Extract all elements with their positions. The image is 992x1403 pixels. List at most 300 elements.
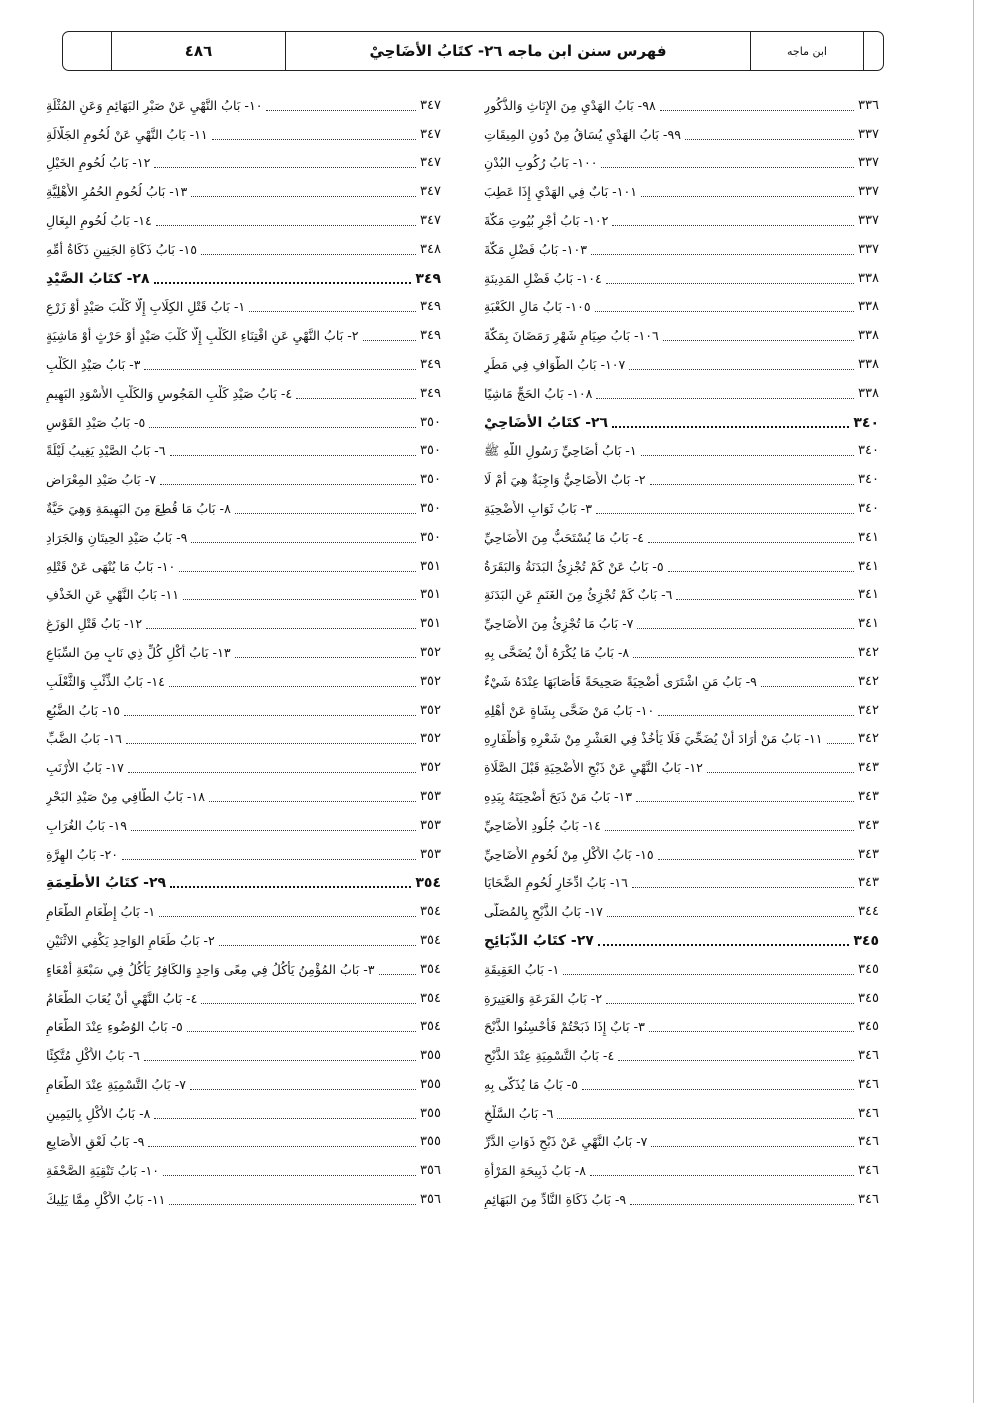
index-column-left [46,86,441,1209]
entry-title: ١- بَابُ إِطْعَامِ الطَّعَامِ [46,904,156,920]
entry-title: ١- بَابُ قَتْلِ الكِلَابِ إِلَّا كَلْبَ صَيْدٍ أَوْ زَرْعٍ [46,299,246,315]
index-entry [484,892,879,921]
dot-leader [154,282,412,284]
entry-page-number: ٣٥٥ [420,1105,441,1121]
index-entry [46,172,441,201]
entry-page-number: ٣٤٢ [858,644,879,660]
dot-leader [144,369,416,370]
dot-leader [154,167,416,168]
entry-page-number: ٣٤٩ [420,299,441,315]
entry-page-number: ٣٤٦ [858,1192,879,1208]
dot-leader [607,916,854,917]
dot-leader [591,254,854,255]
entry-title: ٣- بَابُ المُؤْمِنُ يَأْكُلُ فِي مِعًى وَاحِدٍ وَالكَافِرُ يَأْكُلُ فِي سَبْعَةِ أَمْعَاءٍ [46,961,375,977]
index-entry [46,403,441,432]
entry-title: ٧- بَابُ التَّسْمِيَةِ عِنْدَ الطَّعَامِ [46,1076,187,1092]
entry-page-number: ٣٤٣ [858,760,879,776]
index-entry [484,1123,879,1152]
header-book-cell [750,32,863,70]
index-entry [46,691,441,720]
entry-page-number: ٣٤٥ [858,990,879,1006]
dot-leader [668,571,854,572]
header-empty-cell-right [863,32,882,70]
index-entry [46,1151,441,1180]
entry-title: ١٠١- بَابٌ فِي الهَدْيِ إِذَا عَطِبَ [484,184,637,200]
scan-edge-line [973,0,974,1403]
entry-title: ١٤- بَابُ جُلُودِ الأَضَاحِيِّ [484,817,601,833]
entry-title: ١٠٦- بَابُ صِيَامِ شَهْرِ رَمَضَانَ بِمَكَّةَ [484,328,659,344]
entry-title: ١٦- بَابُ ادِّخَارِ لُحُومِ الضَّحَايَا [484,875,628,891]
dot-leader [650,484,854,485]
entry-title: ٢- بَابُ طَعَامِ الوَاحِدِ يَكْفِي الاثْنَيْنِ [46,932,215,948]
index-entry [484,86,879,115]
dot-leader [126,743,416,744]
index-entry [46,547,441,576]
chapter-heading [484,403,879,432]
entry-title: ٢٨- كتَابُ الصَّيْدِ [46,270,150,287]
dot-leader [160,484,416,485]
entry-page-number: ٣٥٠ [420,529,441,545]
dot-leader [149,427,416,428]
chapter-heading [46,864,441,893]
dot-leader [122,859,416,860]
entry-title: ٣- بَابُ ثَوَابِ الأُضْحِيَةِ [484,500,592,516]
index-entry [46,518,441,547]
index-entry [46,777,441,806]
index-entry [484,230,879,259]
entry-title: ١٠- بَابُ النَّهْيِ عَنْ صَبْرِ البَهَائِمِ وَعَنِ المُثْلَةِ [46,97,263,113]
entry-page-number: ٣٤٥ [858,1019,879,1035]
dot-leader [144,1060,416,1061]
entry-title: ٢- بَابُ الفَرَعَةِ وَالعَتِيرَةِ [484,990,603,1006]
dot-leader [170,886,411,888]
chapter-heading [46,259,441,288]
entry-title: ٩٨- بَابُ الهَدْيِ مِنَ الإِنَاثِ وَالذُّكُورِ [484,97,656,113]
entry-title: ١٩- بَابُ الغُرَابِ [46,817,127,833]
entry-page-number: ٣٥٢ [420,702,441,718]
index-entry [484,748,879,777]
index-entry [484,1036,879,1065]
index-entry [484,979,879,1008]
entry-page-number: ٣٥٠ [420,414,441,430]
dot-leader [154,1118,416,1119]
entry-page-number: ٣٥٢ [420,760,441,776]
entry-title: ٩- بَابُ صَيْدِ الحِيتَانِ وَالجَرَادِ [46,529,188,545]
dot-leader [612,225,854,226]
index-entry [484,374,879,403]
index-entry [46,979,441,1008]
entry-page-number: ٣٤٩ [415,270,441,287]
dot-leader [170,455,417,456]
dot-leader [146,628,416,629]
entry-page-number: ٣٣٨ [858,356,879,372]
entry-title: ٥- بَابُ مَا يُذَكَّى بِهِ [484,1076,578,1092]
index-entry [46,576,441,605]
entry-title: ٧- بَابُ صَيْدِ المِعْرَاضِ [46,472,156,488]
entry-title: ١٤- بَابُ لُحُومِ البِغَالِ [46,212,152,228]
entry-page-number: ٣٥٥ [420,1076,441,1092]
index-entry [484,345,879,374]
dot-leader [606,283,854,284]
dot-leader [761,686,854,687]
dot-leader [209,801,416,802]
entry-page-number: ٣٥٣ [420,817,441,833]
index-entry [484,316,879,345]
entry-page-number: ٣٤٠ [853,414,879,431]
dot-leader [190,1089,416,1090]
entry-title: ١١- بَابُ مَنْ أَرَادَ أَنْ يُضَحِّيَ فَلَا يَأْخُذْ فِي العَشْرِ مِنْ شَعْرِهِ وَأَظْفَارِهِ [484,731,823,747]
index-entry [484,720,879,749]
entry-page-number: ٣٣٧ [858,212,879,228]
entry-title: ١٧- بَابُ الأَرْنَبِ [46,760,124,776]
dot-leader [676,599,854,600]
index-entry [46,720,441,749]
entry-page-number: ٣٥٦ [420,1163,441,1179]
dot-leader [590,1175,854,1176]
index-entry [484,259,879,288]
index-entry [484,288,879,317]
entry-title: ١٠- بَابُ تَنْقِيَةِ الصَّحْفَةِ [46,1163,160,1179]
entry-title: ١٠٢- بَابُ أَجْرِ بُيُوتِ مَكَّةَ [484,212,609,228]
entry-page-number: ٣٥٤ [415,875,441,892]
header-page-number-cell [111,32,285,70]
entry-page-number: ٣٥٤ [420,904,441,920]
entry-page-number: ٣٣٨ [858,299,879,315]
index-entry [46,950,441,979]
entry-page-number: ٣٤٦ [858,1134,879,1150]
entry-page-number: ٣٥٤ [420,990,441,1006]
entry-title: ٢٧- كتَابُ الذَّبَائِحِ [484,932,594,949]
dot-leader [124,715,416,716]
index-entry [46,86,441,115]
dot-leader [618,1060,854,1061]
entry-title: ٥- بَابُ الوُضُوءِ عِنْدَ الطَّعَامِ [46,1019,183,1035]
entry-page-number: ٣٤٧ [420,126,441,142]
dot-leader [235,513,416,514]
entry-title: ١٧- بَابُ الذَّبْحِ بِالمُصَلَّى [484,904,603,920]
header-title-cell [285,32,750,70]
entry-title: ١٥- بَابُ ذَكَاةِ الجَنِينِ ذَكَاةُ أُمِّهِ [46,241,198,257]
entry-title: ٨- بَابُ مَا يُكْرَهُ أَنْ يُضَحَّى بِهِ [484,644,630,660]
index-entry [46,374,441,403]
dot-leader [606,1003,854,1004]
entry-title: ١١- بَابُ النَّهْيِ عَنْ لُحُومِ الجَلَّالَةِ [46,126,208,142]
index-entry [484,172,879,201]
dot-leader [169,1204,416,1205]
entry-page-number: ٣٤٧ [420,97,441,113]
entry-title: ١٠٠- بَابُ رُكُوبِ البُدْنِ [484,155,598,171]
entry-title: ١٠- بَابُ مَا يُنْهَى عَنْ قَتْلِهِ [46,558,176,574]
dot-leader [159,916,416,917]
entry-page-number: ٣٤٧ [420,184,441,200]
entry-page-number: ٣٥٤ [420,932,441,948]
dot-leader [658,859,854,860]
entry-page-number: ٣٤٠ [858,443,879,459]
entry-page-number: ٣٤٦ [858,1105,879,1121]
index-entry [46,1036,441,1065]
index-entry [46,432,441,461]
entry-title: ٤- بَابُ النَّهْيِ أَنْ يُعَابَ الطَّعَامُ [46,990,198,1006]
entry-title: ٢٠- بَابُ الهِرَّةِ [46,846,118,862]
dot-leader [296,398,416,399]
entry-page-number: ٣٣٧ [858,155,879,171]
entry-title: ٧- بَابُ النَّهْيِ عَنْ ذَبْحِ ذَوَاتِ الدَّرِّ [484,1134,648,1150]
entry-title: ١- بَابُ أَضَاحِيِّ رَسُولِ اللَّهِ ﷺ [484,443,637,459]
entry-page-number: ٣٥١ [420,616,441,632]
entry-page-number: ٣٤٣ [858,875,879,891]
entry-title: ٤- بَابُ صَيْدِ كَلْبِ المَجُوسِ وَالكَلْبِ الأَسْوَدِ البَهِيمِ [46,385,293,401]
entry-page-number: ٣٥٠ [420,500,441,516]
dot-leader [658,715,854,716]
entry-page-number: ٣٤٢ [858,702,879,718]
entry-page-number: ٣٥٤ [420,961,441,977]
index-entry [484,115,879,144]
entry-page-number: ٣٥٦ [420,1192,441,1208]
entry-title: ١٢- بَابُ النَّهْيِ عَنْ ذَبْحِ الأُضْحِيَةِ قَبْلَ الصَّلَاةِ [484,760,703,776]
entry-page-number: ٣٥٢ [420,644,441,660]
entry-title: ١١- بَابُ النَّهْيِ عَنِ الخَذْفِ [46,587,179,603]
index-entry [484,144,879,173]
index-entry [484,547,879,576]
entry-page-number: ٣٤٧ [420,212,441,228]
dot-leader [633,657,854,658]
entry-page-number: ٣٤٠ [858,472,879,488]
entry-title: ١٠٥- بَابُ مَالِ الكَعْبَةِ [484,299,591,315]
index-entry [484,662,879,691]
dot-leader [636,801,854,802]
entry-title: ٤- بَابُ التَّسْمِيَةِ عِنْدَ الذَّبْحِ [484,1048,615,1064]
entry-page-number: ٣٤٧ [420,155,441,171]
dot-leader [601,167,854,168]
dot-leader [595,311,854,312]
entry-title: ٣- بَابٌ إِذَا ذَبَحْتُمْ فَأَحْسِنُوا الذَّبْحَ [484,1019,645,1035]
index-entry [46,892,441,921]
entry-title: ٢- بَابٌ الأَضَاحِيُّ وَاجِبَةٌ هِيَ أَمْ لَا [484,472,646,488]
entry-page-number: ٣٥٣ [420,788,441,804]
entry-page-number: ٣٥٥ [420,1048,441,1064]
entry-title: ١٥- بَابُ الضَّبُعِ [46,702,121,718]
index-entry [46,604,441,633]
entry-page-number: ٣٤٩ [420,328,441,344]
entry-title: ١٣- بَابُ مَنْ ذَبَحَ أُضْحِيَتَهُ بِيَدِهِ [484,788,633,804]
dot-leader [827,743,855,744]
index-entry [484,1180,879,1209]
entry-page-number: ٣٤٥ [858,961,879,977]
dot-leader [131,830,416,831]
dot-leader [629,369,854,370]
entry-title: ١٠٣- بَابُ فَضْلِ مَكَّةَ [484,241,587,257]
entry-page-number: ٣٥٥ [420,1134,441,1150]
dot-leader [582,1089,854,1090]
index-entry [46,288,441,317]
entry-title: ١- بَابُ العَقِيقَةِ [484,961,560,977]
dot-leader [235,657,416,658]
entry-page-number: ٣٥١ [420,558,441,574]
index-column-right [484,86,879,1209]
entry-page-number: ٣٤٠ [858,500,879,516]
dot-leader [187,1031,416,1032]
entry-page-number: ٣٤٩ [420,385,441,401]
dot-leader [648,542,854,543]
dot-leader [641,196,854,197]
index-entry [46,144,441,173]
dot-leader [363,340,417,341]
entry-page-number: ٣٥٣ [420,846,441,862]
entry-page-number: ٣٤٨ [420,241,441,257]
entry-page-number: ٣٤٢ [858,731,879,747]
dot-leader [663,340,854,341]
entry-title: ٥- بَابُ عَنْ كَمْ تُجْزِئُ البَدَنَةُ وَالبَقَرَةُ [484,558,664,574]
entry-title: ٤- بَابُ مَا يُسْتَحَبُّ مِنَ الأَضَاحِيِّ [484,529,644,545]
entry-title: ١١- بَابُ الأَكْلِ مِمَّا يَلِيكَ [46,1192,166,1208]
page-header [62,31,884,71]
index-entry [484,201,879,230]
entry-page-number: ٣٤٣ [858,846,879,862]
dot-leader [191,196,416,197]
entry-page-number: ٣٤٩ [420,356,441,372]
index-entry [46,748,441,777]
entry-page-number: ٣٣٧ [858,126,879,142]
index-entry [46,921,441,950]
entry-page-number: ٣٣٧ [858,241,879,257]
index-entry [484,835,879,864]
index-entry [46,115,441,144]
index-entry [46,345,441,374]
entry-title: ١٦- بَابُ الضَّبِّ [46,731,122,747]
index-entry [46,316,441,345]
index-entry [46,1123,441,1152]
dot-leader [651,1146,854,1147]
entry-title: ١٠٧- بَابُ الطَّوَافِ فِي مَطَرٍ [484,356,626,372]
index-entry [484,950,879,979]
entry-title: ١٣- بَابُ لُحُومِ الحُمُرِ الأَهْلِيَّةِ [46,184,188,200]
dot-leader [212,139,416,140]
book-name: ابن ماجه [787,44,827,58]
dot-leader [563,974,854,975]
dot-leader [596,398,854,399]
chapter-heading [484,921,879,950]
entry-page-number: ٣٣٨ [858,385,879,401]
dot-leader [201,1003,416,1004]
dot-leader [379,974,417,975]
entry-page-number: ٣٤١ [858,587,879,603]
dot-leader [707,772,854,773]
index-entry [484,1065,879,1094]
entry-page-number: ٣٤٥ [853,932,879,949]
dot-leader [637,628,854,629]
entry-page-number: ٣٤١ [858,558,879,574]
entry-title: ٧- بَابُ مَا تُجْزِئُ مِنَ الأَضَاحِيِّ [484,616,634,632]
index-entry [46,835,441,864]
index-entry [484,604,879,633]
dot-leader [156,225,416,226]
entry-title: ٦- بَابُ السَّلْخِ [484,1105,554,1121]
index-entry [46,662,441,691]
entry-title: ١٣- بَابُ أَكْلِ كُلِّ ذِي نَابٍ مِنَ السِّبَاعِ [46,644,231,660]
index-entry [46,806,441,835]
entry-page-number: ٣٣٧ [858,184,879,200]
index-entry [46,1094,441,1123]
dot-leader [183,599,416,600]
entry-page-number: ٣٣٨ [858,328,879,344]
entry-title: ٦- بَابُ الصَّيْدِ يَغِيبُ لَيْلَةً [46,443,166,459]
entry-page-number: ٣٥٠ [420,472,441,488]
dot-leader [612,426,849,428]
entry-title: ١٨- بَابُ الطَّافِي مِنْ صَيْدِ البَحْرِ [46,788,205,804]
entry-title: ٨- بَابُ ذَبِيحَةِ المَرْأَةِ [484,1163,586,1179]
entry-title: ١٢- بَابُ قَتْلِ الوَزَغِ [46,616,143,632]
index-entry [46,489,441,518]
index-entry [484,576,879,605]
entry-page-number: ٣٤١ [858,529,879,545]
index-entry [46,201,441,230]
dot-leader [191,542,416,543]
dot-leader [249,311,416,312]
dot-leader [632,887,854,888]
index-entry [46,633,441,662]
entry-title: ٨- بَابُ مَا قُطِعَ مِنَ البَهِيمَةِ وَهِيَ حَيَّةٌ [46,500,231,516]
entry-page-number: ٣٤٣ [858,788,879,804]
entry-title: ٢- بَابُ النَّهْيِ عَنِ اقْتِنَاءِ الكَلْبِ إِلَّا كَلْبَ صَيْدٍ أَوْ حَرْثٍ أَوْ مَاشِيَةٍ [46,328,359,344]
index-entry [484,432,879,461]
page-title: فهرس سنن ابن ماجه ٢٦- كتَابُ الأضَاحِيْ [369,42,667,60]
entry-title: ٦- بَابٌ كَمْ تُجْزِئُ مِنَ الغَنَمِ عَنِ البَدَنَةِ [484,587,673,603]
dot-leader [163,1175,416,1176]
entry-title: ١٤- بَابُ الذِّئْبِ وَالثَّعْلَبِ [46,673,165,689]
index-entry [484,691,879,720]
entry-page-number: ٣٤١ [858,616,879,632]
entry-page-number: ٣٤٦ [858,1048,879,1064]
dot-leader [266,110,416,111]
index-entry [484,518,879,547]
dot-leader [169,686,416,687]
entry-page-number: ٣٤٦ [858,1076,879,1092]
dot-leader [630,1204,854,1205]
index-entry [484,777,879,806]
dot-leader [201,254,416,255]
index-entry [484,1008,879,1037]
dot-leader [605,830,854,831]
index-entry [484,1094,879,1123]
entry-title: ٩- بَابُ مَنِ اشْتَرَى أُضْحِيَةً صَحِيحَةً فَأَصَابَهَا عِنْدَهُ شَيْءٌ [484,673,757,689]
entry-title: ٨- بَابُ الأَكْلِ بِاليَمِينِ [46,1105,151,1121]
entry-title: ١٠- بَابُ مَنْ ضَحَّى بِشَاةٍ عَنْ أَهْلِهِ [484,702,655,718]
entry-page-number: ٣٥٠ [420,443,441,459]
index-entry [484,460,879,489]
index-entry [484,633,879,662]
dot-leader [148,1146,416,1147]
entry-title: ٩- بَابُ لَعْقِ الأَصَابِعِ [46,1134,145,1150]
header-empty-cell-left [63,32,111,70]
dot-leader [596,513,854,514]
entry-page-number: ٣٤٦ [858,1163,879,1179]
index-entry [484,1151,879,1180]
index-entry [46,460,441,489]
entry-title: ١٢- بَابُ لُحُومِ الخَيْلِ [46,155,151,171]
index-entry [46,1065,441,1094]
page-number: ٤٨٦ [184,42,213,60]
entry-title: ٢٦- كتَابُ الأضَاحِيْ [484,414,609,431]
entry-page-number: ٣٣٦ [858,97,879,113]
entry-title: ٩٩- بَابُ الهَدْيِ يُسَاقُ مِنْ دُونِ المِيقَاتِ [484,126,682,142]
dot-leader [557,1118,854,1119]
entry-page-number: ٣٤٣ [858,817,879,833]
entry-page-number: ٣٥٢ [420,673,441,689]
dot-leader [598,944,850,946]
entry-title: ٩- بَابُ ذَكَاةِ النَّادِّ مِنَ البَهَائِمِ [484,1192,627,1208]
entry-page-number: ٣٥٢ [420,731,441,747]
entry-page-number: ٣٤٢ [858,673,879,689]
